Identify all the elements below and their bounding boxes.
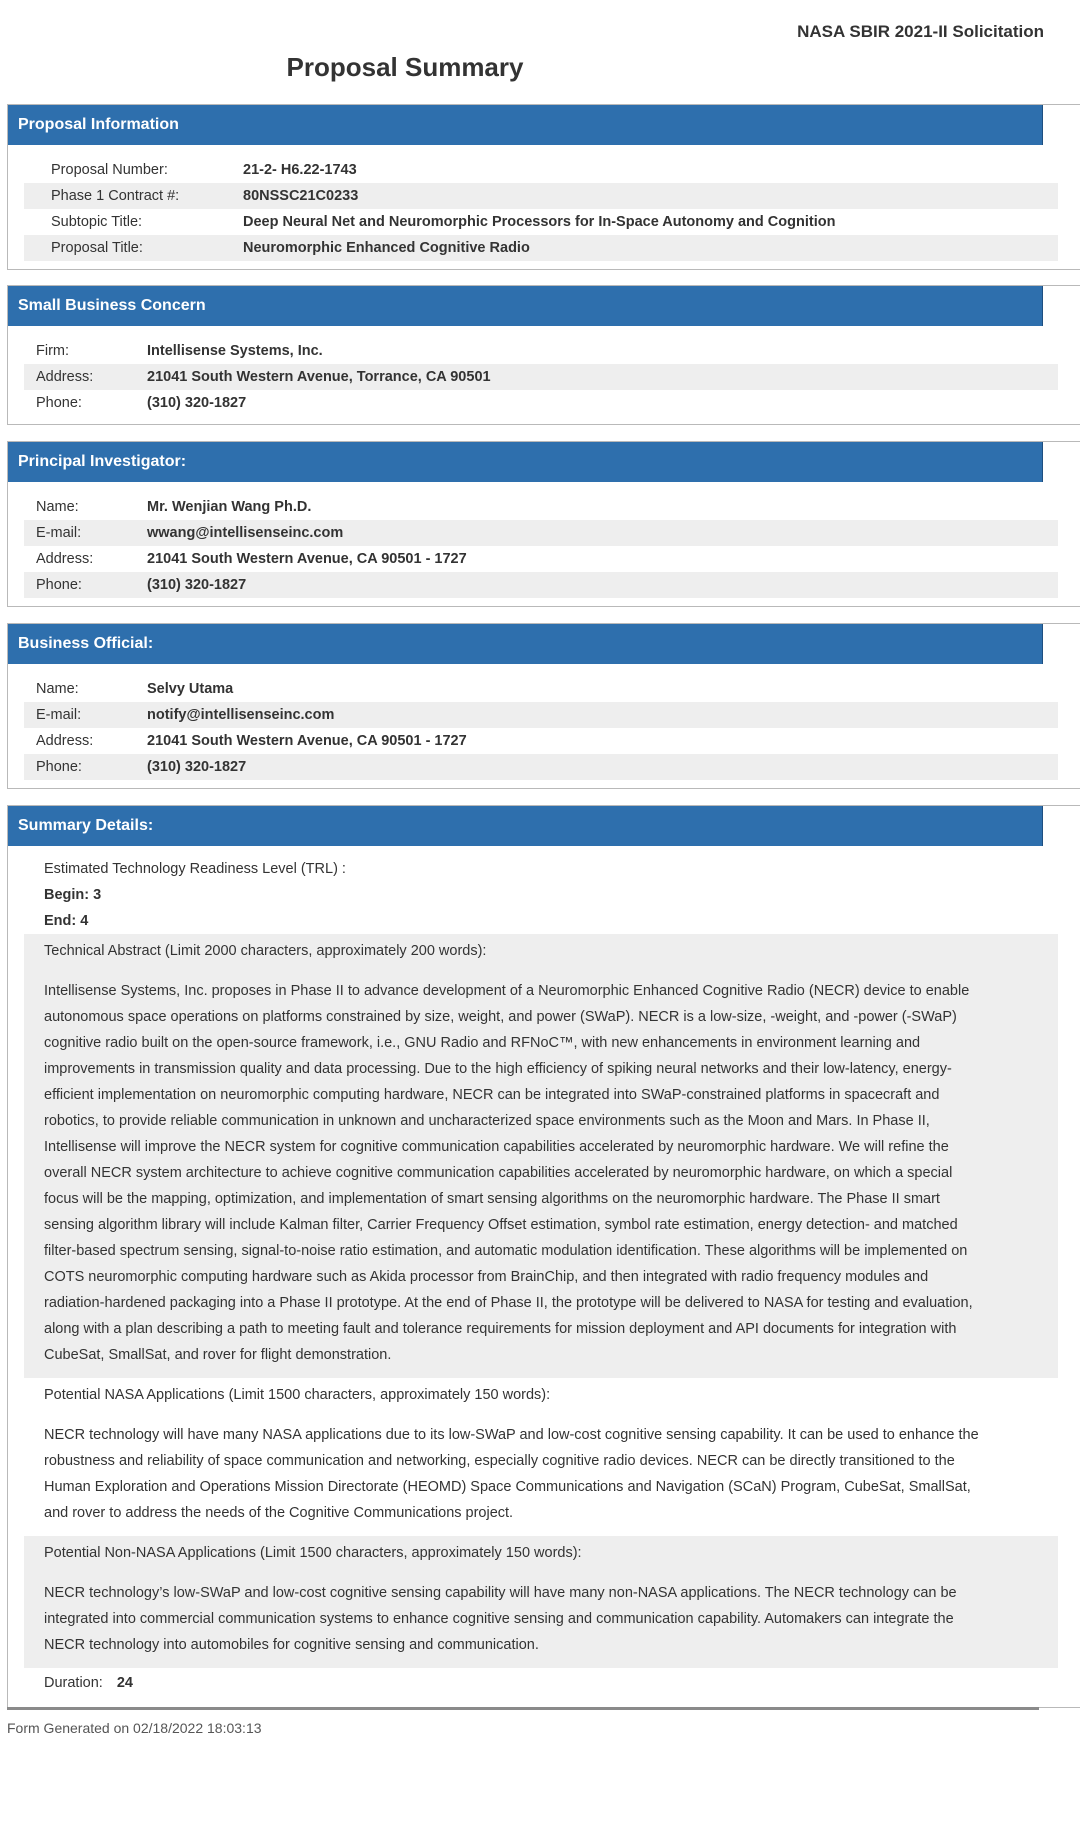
summary-details-section [7, 805, 1080, 1708]
business-official-section [7, 623, 1080, 789]
principal-investigator-section [7, 441, 1080, 607]
section-heading: Summary Details: [8, 806, 1043, 846]
pi-row-phone [24, 572, 1058, 598]
non-nasa-applications-text: NECR technology’s low-SWaP and low-cost cognitive sensing capability will have many non-NASA applications. The NECR technology can be integrated into commercial communication systems to enhance cognitive sensing and communication capability. Automakers can integrate the NECR technology into automobiles for cognitive sensing and communication. [44, 1585, 957, 1653]
section-heading: Small Business Concern [8, 286, 1043, 326]
business-row-phone [24, 390, 1058, 416]
field-value: (310) 320-1827 [147, 577, 247, 593]
small-business-section [7, 285, 1080, 425]
section-heading: Proposal Information [8, 105, 1043, 145]
field-label: Proposal Number: [51, 162, 168, 178]
info-row-subtopic-title [24, 209, 1058, 235]
nasa-applications-question: Potential NASA Applications (Limit 1500 characters, approximately 150 words): [44, 1387, 551, 1403]
field-value: 80NSSC21C0233 [243, 188, 359, 204]
nasa-applications-block [24, 1378, 1058, 1536]
field-label: Subtopic Title: [51, 214, 143, 230]
field-label: Phone: [36, 395, 82, 411]
nasa-applications-text: NECR technology will have many NASA applications due to its low-SWaP and low-cost cognitive sensing capability. It can be used to enhance the robustness and reliability of space communication and networking, especially cognitive radio devices. NECR can be directly transitioned to the Human Exploration and Operations Mission Directorate (HEOMD) Space Communications and Navigation (SCaN) Program, CubeSat, SmallSat, and rover to address the needs of the Cognitive Communications project. [44, 1427, 979, 1521]
field-label: Name: [36, 499, 79, 515]
duration-label: Duration: [44, 1675, 103, 1691]
field-label: Firm: [36, 343, 70, 359]
field-label: E-mail: [36, 525, 82, 541]
bottom-divider [7, 1707, 1039, 1710]
field-value: 21041 South Western Avenue, CA 90501 - 1727 [147, 551, 467, 567]
duration-row [24, 1668, 1080, 1698]
business-row-firm [24, 338, 1058, 364]
info-row-proposal-title [24, 235, 1058, 261]
field-value: wwang@intellisenseinc.com [147, 525, 344, 541]
field-value: (310) 320-1827 [147, 395, 247, 411]
field-label: Proposal Title: [51, 240, 143, 256]
field-value: Deep Neural Net and Neuromorphic Processors for In-Space Autonomy and Cognition [243, 214, 836, 230]
non-nasa-applications-question: Potential Non-NASA Applications (Limit 1500 characters, approximately 150 words): [44, 1545, 582, 1561]
technical-abstract-question: Technical Abstract (Limit 2000 characters, approximately 200 words): [44, 943, 487, 959]
official-row-name [24, 676, 1058, 702]
trl-end: End: 4 [44, 913, 89, 929]
info-row-phase1-contract [24, 183, 1058, 209]
field-value: Selvy Utama [147, 681, 234, 697]
field-label: Address: [36, 733, 94, 749]
technical-abstract-text: Intellisense Systems, Inc. proposes in Phase II to advance development of a Neuromorphic Enhanced Cognitive Radio (NECR) device to enable autonomous space operations on platforms constrained by size, weight, and power (SWaP). NECR is a low-size, -weight, and -power (-SWaP) cognitive radio built on the open-source framework, i.e., GNU Radio and RFNoC™, with new enhancements in environment learning and improvements in transmission quality and data processing. Due to the high efficiency of spiking neural networks and their low-latency, energy-efficient implementation on neuromorphic computing hardware, NECR can be integrated into SWaP-constrained platforms in spacecraft and robotics, to provide reliable communication in unknown and uncharacterized space environments such as the Moon and Mars. In Phase II, Intellisense will improve the NECR system for cognitive communication capabilities accelerated by neuromorphic hardware. We will refine the overall NECR system architecture to achieve cognitive communication capabilities accelerated by neuromorphic hardware, on which a special focus will be the mapping, optimization, and implementation of smart sensing algorithms on the neuromorphic hardware. The Phase II smart sensing algorithm library will include Kalman filter, Carrier Frequency Offset estimation, symbol rate estimation, energy detection- and matched filter-based spectrum sensing, signal-to-noise ratio estimation, and automatic modulation identification. These algorithms will be implemented on COTS neuromorphic computing hardware such as Akida processor from BrainChip, and then integrated with radio frequency modules and radiation-hardened packaging into a Phase II prototype. At the end of Phase II, the prototype will be delivered to NASA for testing and evaluation, along with a plan describing a path to meeting fault and tolerance requirements for mission deployment and API documents for integration with CubeSat, SmallSat, and rover for flight demonstration. [44, 983, 973, 1363]
page-title: Proposal Summary [286, 52, 524, 82]
field-label: Phone: [36, 759, 82, 775]
field-value: (310) 320-1827 [147, 759, 247, 775]
trl-begin: Begin: 3 [44, 887, 102, 903]
field-value: notify@intellisenseinc.com [147, 707, 335, 723]
field-value: 21041 South Western Avenue, CA 90501 - 1727 [147, 733, 467, 749]
field-label: Name: [36, 681, 79, 697]
proposal-information-section [7, 104, 1080, 270]
field-label: Address: [36, 369, 94, 385]
field-value: 21-2- H6.22-1743 [243, 162, 357, 178]
field-label: Phase 1 Contract #: [51, 188, 180, 204]
official-row-address [24, 728, 1058, 754]
field-value: Intellisense Systems, Inc. [147, 343, 323, 359]
section-heading: Business Official: [8, 624, 1043, 664]
technical-abstract-block [24, 934, 1058, 1378]
pi-row-address [24, 546, 1058, 572]
trl-label: Estimated Technology Readiness Level (TRL) : [44, 861, 346, 877]
form-generated-footer: Form Generated on 02/18/2022 18:03:13 [7, 1720, 262, 1736]
pi-row-email [24, 520, 1058, 546]
duration-value: 24 [116, 1675, 133, 1691]
official-row-phone [24, 754, 1058, 780]
section-heading: Principal Investigator: [8, 442, 1043, 482]
solicitation-label: NASA SBIR 2021-II Solicitation [797, 22, 1044, 41]
pi-row-name [24, 494, 1058, 520]
field-label: Phone: [36, 577, 82, 593]
non-nasa-applications-block [24, 1536, 1058, 1668]
info-row-proposal-number [24, 157, 1058, 183]
field-label: E-mail: [36, 707, 82, 723]
field-value: Neuromorphic Enhanced Cognitive Radio [243, 240, 530, 256]
official-row-email [24, 702, 1058, 728]
business-row-address [24, 364, 1058, 390]
field-label: Address: [36, 551, 94, 567]
field-value: Mr. Wenjian Wang Ph.D. [147, 499, 312, 515]
field-value: 21041 South Western Avenue, Torrance, CA 90501 [147, 369, 491, 385]
